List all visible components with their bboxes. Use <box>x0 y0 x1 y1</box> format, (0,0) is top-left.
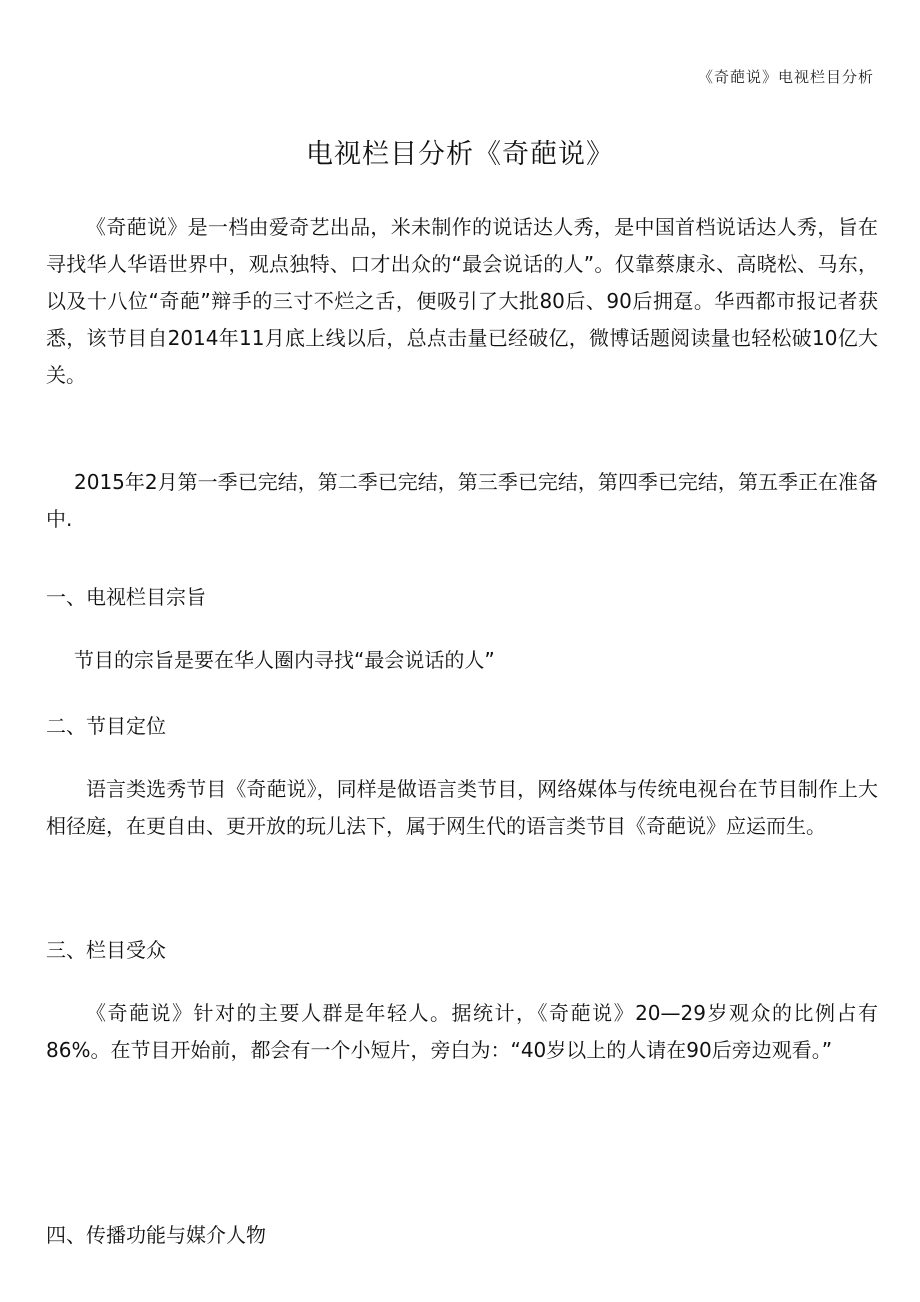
section-heading-positioning: 二、节目定位 <box>46 714 166 738</box>
section-heading-communication: 四、传播功能与媒介人物 <box>46 1223 266 1247</box>
intro-paragraph: 《奇葩说》是一档由爱奇艺出品，米未制作的说话达人秀，是中国首档说话达人秀，旨在寻找华人华语世界中，观点独特、口才出众的“最会说话的人”。仅靠蔡康永、高晓松、马东，以及十八位“奇葩”辩手的三寸不烂之舌，便吸引了大批80后、90后拥趸。华西都市报记者获悉，该节目自2014年11月底上线以后，总点击量已经破亿，微博话题阅读量也轻松破10亿大关。 <box>46 215 878 387</box>
document-title: 电视栏目分析《奇葩说》 <box>306 139 614 170</box>
section-heading-audience: 三、栏目受众 <box>46 938 166 962</box>
section-heading-purpose: 一、电视栏目宗旨 <box>46 585 206 609</box>
section-body-audience: 《奇葩说》针对的主要人群是年轻人。据统计，《奇葩说》20—29岁观众的比例占有86%。在节目开始前，都会有一个小短片，旁白为：“40岁以上的人请在90后旁边观看。” <box>46 1001 878 1062</box>
section-body-positioning: 语言类选秀节目《奇葩说》，同样是做语言类节目，网络媒体与传统电视台在节目制作上大相径庭，在更自由、更开放的玩儿法下，属于网生代的语言类节目《奇葩说》应运而生。 <box>46 777 878 838</box>
section-body-purpose: 节目的宗旨是要在华人圈内寻找“最会说话的人” <box>74 648 495 672</box>
running-header: 《奇葩说》电视栏目分析 <box>697 68 874 86</box>
season-paragraph: 2015年2月第一季已完结，第二季已完结，第三季已完结，第四季已完结，第五季正在准备中. <box>46 470 878 531</box>
